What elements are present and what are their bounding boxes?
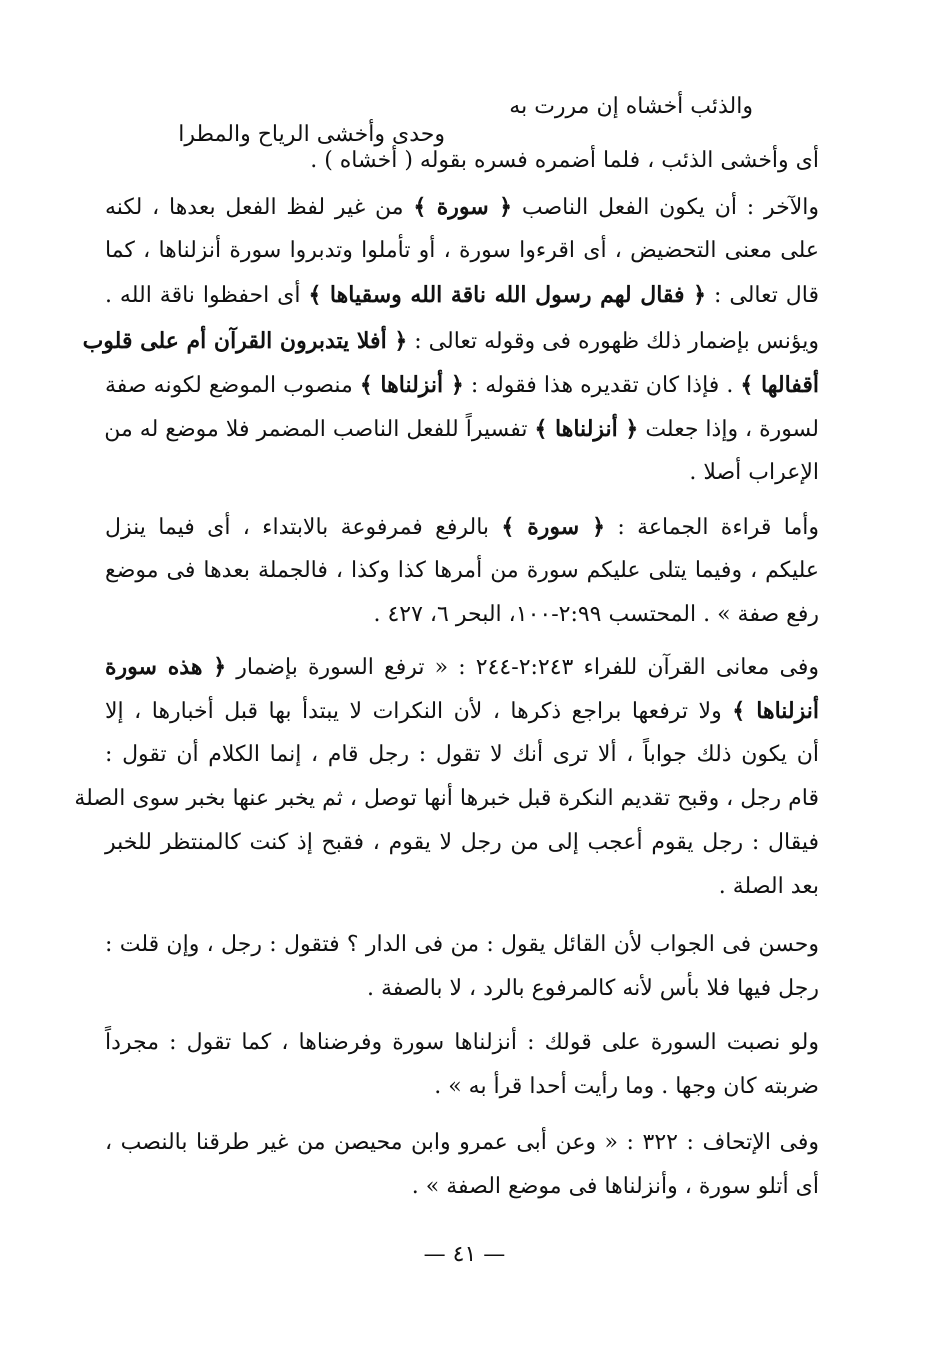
text-line-10 (105, 512, 819, 542)
text-fragment: ولا ترفعها براجع ذكرها ، لأن النكرات لا يبتدأ بها قبل أخبارها ، إلا (105, 699, 722, 724)
text-fragment: وفى معانى القرآن للفراء ٢:٢٤٣-٢٤٤ : « ترفع السورة بإضمار (236, 655, 820, 680)
text-line-17: فيقال : رجل يقوم أعجب إلى من رجل لا يقوم ، فقبح إذ كنت كالمنتظر للخبر (105, 830, 819, 855)
text-fragment: والآخر : أن يكون الفعل الناصب (521, 195, 820, 220)
verse-second-hemistich: وحدى وأخشى الرياح والمطرا (178, 122, 445, 147)
quran-quote: ﴿ هذه سورة (105, 654, 227, 680)
text-line-22: ضربته كان وجها . وما رأيت أحدا قرأ به » . (434, 1074, 819, 1099)
text-line-15: أن يكون ذلك جواباً ، ألا ترى أنك لا تقول : رجل قام ، إنما الكلام أن تقول : (105, 742, 819, 767)
text-line-21: ولو نصبت السورة على قولك : أنزلناها سورة وفرضناها ، كما تقول : مجرداً (105, 1030, 819, 1055)
text-line-03 (105, 192, 819, 222)
quran-quote: ﴿ فقال لهم رسول الله ناقة الله وسقياها ﴾ (308, 282, 707, 308)
text-line-24: أى أتلو سورة ، وأنزلناها فى موضع الصفة » . (411, 1174, 819, 1199)
text-line-18: بعد الصلة . (718, 874, 819, 899)
text-line-08 (105, 414, 819, 444)
text-line-23: وفى الإتحاف : ٣٢٢ : « وعن أبى عمرو وابن محيصن من غير طرقنا بالنصب ، (105, 1130, 819, 1155)
text-fragment: تفسيراً للفعل الناصب المضمر فلا موضع له من (104, 417, 528, 442)
verse-first-hemistich: والذئب أخشاه إن مررت به (509, 94, 753, 119)
text-fragment: لسورة ، وإذا جعلت (645, 417, 819, 442)
text-line-16: قام رجل ، وقبح تقديم النكرة قبل خبرها أنها توصل ، ثم يخبر عنها بخبر سوى الصلة (74, 786, 819, 811)
text-fragment: أى احفظوا ناقة الله . (105, 283, 301, 308)
quran-quote: ﴿ أفلا يتدبرون القرآن أم على قلوب (82, 328, 408, 354)
text-line-02: أى وأخشى الذئب ، فلما أضمره فسره بقوله ( أخشاه ) . (310, 148, 819, 173)
text-line-09: الإعراب أصلا . (689, 460, 819, 485)
text-line-04: على معنى التحضيض ، أى اقرءوا سورة ، أو تأملوا وتدبروا سورة أنزلناها ، كما (105, 238, 819, 263)
text-line-19: وحسن فى الجواب لأن القائل يقول : من فى الدار ؟ فتقول : رجل ، وإن قلت : (105, 932, 819, 957)
text-fragment: بالرفع فمرفوعة بالابتداء ، أى فيما ينزل (105, 515, 490, 540)
text-line-12: رفع صفة » . المحتسب ٢:٩٩-١٠٠، البحر ٦، ٤٢٧ . (373, 602, 819, 627)
text-line-14 (105, 696, 819, 726)
text-fragment: قال تعالى : (714, 283, 819, 308)
page-number: — ٤١ — (423, 1242, 506, 1267)
quran-quote: ﴿ سورة ﴾ (413, 194, 513, 220)
text-fragment: منصوب الموضع لكونه صفة (105, 373, 353, 398)
text-line-06 (82, 326, 819, 356)
text-line-11: عليكم ، وفيما يتلى عليكم سورة من أمرها كذا وكذا ، فالجملة بعدها فى موضع (105, 558, 819, 583)
text-line-05 (105, 280, 819, 310)
text-fragment: وأما قراءة الجماعة : (617, 515, 819, 540)
text-line-20: رجل فيها فلا بأس لأنه كالمرفوع بالرد ، لا بالصفة . (367, 976, 819, 1001)
quran-quote: ﴿ سورة ﴾ (501, 514, 606, 540)
text-fragment: ويؤنس بإضمار ذلك ظهوره فى وقوله تعالى : (414, 329, 819, 354)
quran-quote: أنزلناها ﴾ (732, 698, 819, 724)
text-line-07 (105, 370, 819, 400)
quran-quote: ﴿ أنزلناها ﴾ (359, 372, 464, 398)
quran-quote: ﴿ أنزلناها ﴾ (534, 416, 639, 442)
text-fragment: . فإذا كان تقديره هذا فقوله : (470, 373, 734, 398)
text-line-13 (105, 652, 819, 682)
quran-quote: أقفالها ﴾ (740, 372, 820, 398)
text-fragment: من غير لفظ الفعل بعدها ، لكنه (105, 195, 404, 220)
